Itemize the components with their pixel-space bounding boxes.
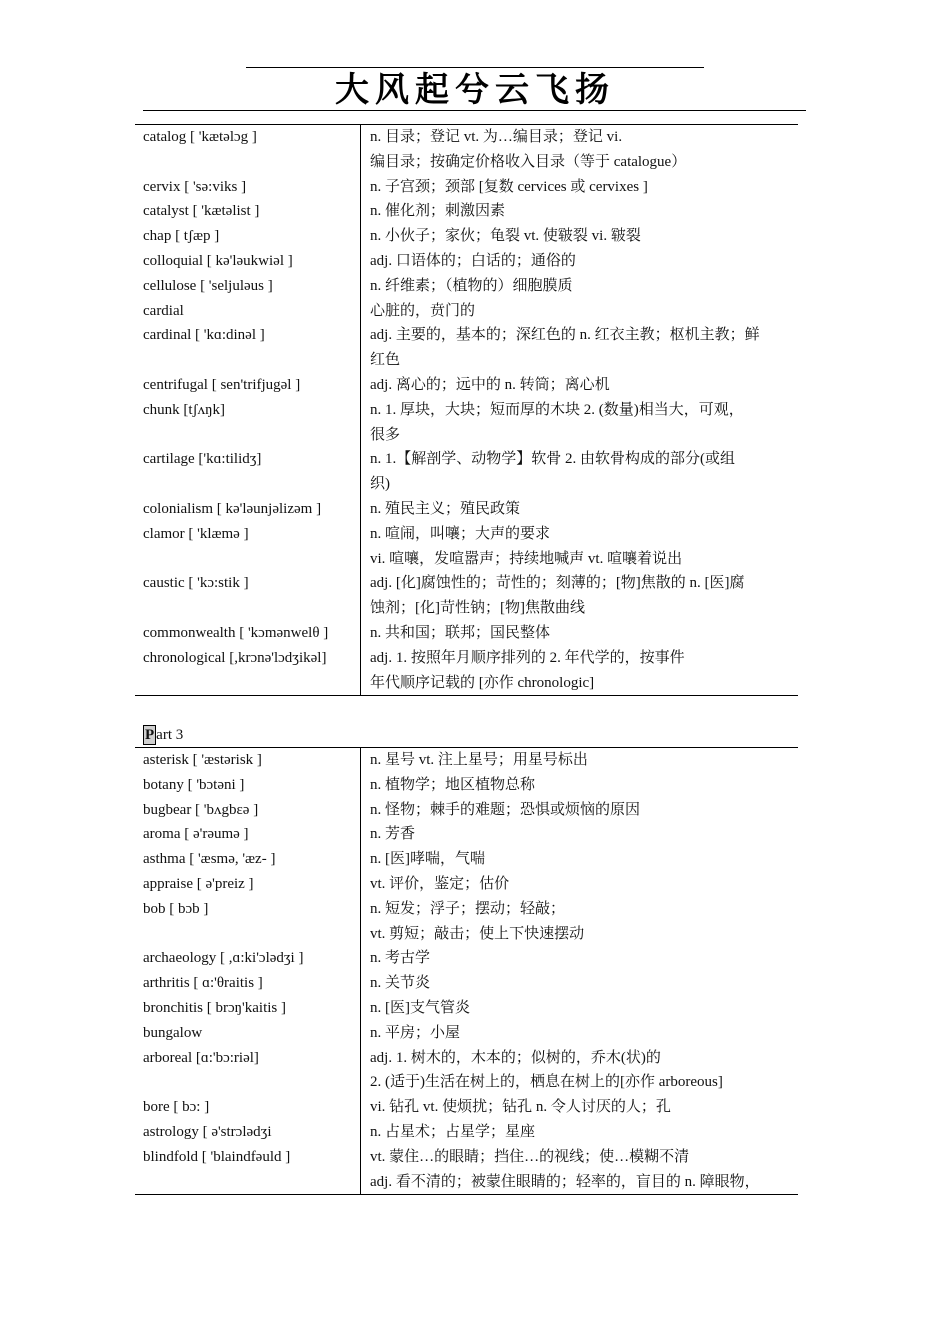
definition-line: 织) [370,476,390,493]
vocab-word: bore [ bɔ: ] [135,1095,361,1120]
definition-line: vt. 蒙住…的眼睛；挡住…的视线；使…模糊不清 [370,1148,690,1165]
vocab-word: cervix [ 'sə:viks ] [135,175,361,200]
vocab-definition [361,323,798,373]
vocab-row [135,199,798,224]
definition-line: 2. (适于)生活在树上的，栖息在树上的[亦作 arboreous] [370,1074,723,1091]
vocab-row [135,373,798,398]
vocab-row [135,323,798,373]
vocab-definition [361,571,798,621]
definition-line: 年代顺序记载的 [亦作 chronologic] [370,674,595,691]
vocab-row [135,1095,798,1120]
vocab-definition [361,946,798,971]
vocab-row [135,621,798,646]
vocab-row [135,1046,798,1096]
vocab-row [135,175,798,200]
definition-line: n. [医]哮喘，气喘 [370,851,485,868]
vocab-row [135,872,798,897]
definition-line: n. 植物学；地区植物总称 [370,776,536,793]
vocab-definition [361,971,798,996]
definition-line: vt. 评价，鉴定；估价 [370,875,510,892]
vocab-word: bronchitis [ brɔŋ'kaitis ] [135,996,361,1021]
vocab-definition [361,897,798,947]
vocabulary-table-1 [135,124,798,696]
vocab-word: astrology [ ə'strɔlədʒi [135,1120,361,1145]
vocab-row [135,996,798,1021]
heading-initial-cap: P [145,727,155,743]
vocab-definition [361,373,798,398]
vocab-definition [361,522,798,572]
vocab-definition [361,1145,798,1195]
vocab-definition [361,299,798,324]
definition-line: n. 星号 vt. 注上星号；用星号标出 [370,752,588,768]
vocab-definition [361,398,798,448]
definition-line: 蚀剂；[化]苛性钠；[物]焦散曲线 [370,600,585,617]
vocab-definition [361,1095,798,1120]
vocab-word: cellulose [ 'seljuləus ] [135,274,361,299]
vocab-row [135,1120,798,1145]
vocab-word: bungalow [135,1021,361,1046]
vocab-row [135,571,798,621]
vocab-row [135,447,798,497]
definition-line: adj. 主要的，基本的；深红色的 n. 红衣主教；枢机主教；鲜 [370,327,760,344]
vocab-definition [361,175,798,200]
definition-line: adj. [化]腐蚀性的；苛性的；刻薄的；[物]焦散的 n. [医]腐 [370,575,745,592]
vocab-row [135,646,798,696]
definition-line: n. 子宫颈；颈部 [复数 cervices 或 cervixes ] [370,178,648,195]
vocab-definition [361,1046,798,1096]
vocab-definition [361,872,798,897]
vocab-row [135,847,798,872]
vocab-row [135,224,798,249]
definition-line: adj. 1. 按照年月顺序排列的 2. 年代学的，按事件 [370,649,685,666]
vocab-definition [361,447,798,497]
vocab-word: colonialism [ kə'ləunjəlizəm ] [135,497,361,522]
vocab-word: arthritis [ ɑ:'θraitis ] [135,971,361,996]
definition-line: n. 平房；小屋 [370,1024,461,1041]
vocab-word: chap [ tʃæp ] [135,224,361,249]
vocab-word: asthma [ 'æsmə, 'æz- ] [135,847,361,872]
vocab-definition [361,1120,798,1145]
definition-line: n. 占星术；占星学；星座 [370,1123,536,1140]
vocabulary-table-2 [135,747,798,1195]
vocab-word: catalog [ 'kætəlɔg ] [135,125,361,175]
definition-line: n. 芳香 [370,826,416,843]
vocab-row [135,1145,798,1195]
definition-line: 很多 [370,426,401,443]
heading-rest: art 3 [156,727,184,743]
vocab-row [135,748,798,773]
vocab-row [135,946,798,971]
vocab-word: caustic [ 'kɔ:stik ] [135,571,361,621]
definition-line: n. 殖民主义；殖民政策 [370,500,521,517]
vocab-word: chunk [tʃʌŋk] [135,398,361,448]
vocab-definition [361,996,798,1021]
vocab-word: blindfold [ 'blaindfəuld ] [135,1145,361,1195]
vocab-word: cartilage ['kɑ:tilidʒ] [135,447,361,497]
definition-line: vi. 喧嚷，发喧嚣声；持续地喊声 vt. 喧嚷着说出 [370,550,683,567]
definition-line: vt. 剪短；敲击；使上下快速摆动 [370,925,585,942]
vocab-word: bob [ bɔb ] [135,897,361,947]
definition-line: n. 纤维素；（植物的）细胞膜质 [370,277,573,294]
vocab-definition [361,822,798,847]
definition-line: adj. 1. 树木的，木本的；似树的，乔木(状)的 [370,1049,661,1066]
vocab-row [135,971,798,996]
definition-line: n. 怪物；棘手的难题；恐惧或烦恼的原因 [370,801,641,818]
vocab-definition [361,646,798,696]
vocab-row [135,249,798,274]
definition-line: 红色 [370,352,401,369]
vocab-definition [361,773,798,798]
vocab-row [135,897,798,947]
vocab-definition [361,497,798,522]
banner-calligraphy: 大风起兮云飞扬 [335,70,615,110]
definition-line: n. 催化剂；刺激因素 [370,203,506,220]
definition-line: n. 关节炎 [370,975,431,992]
vocab-word: centrifugal [ sen'trifjugəl ] [135,373,361,398]
vocab-definition [361,199,798,224]
definition-line: 编目录；按确定价格收入目录（等于 catalogue） [370,153,687,170]
definition-line: n. 1. 厚块，大块；短而厚的木块 2. (数量)相当大，可观， [370,401,744,418]
vocab-word: commonwealth [ 'kɔmənwelθ ] [135,621,361,646]
vocab-row [135,125,798,175]
definition-line: vi. 钻孔 vt. 使烦扰；钻孔 n. 令人讨厌的人；孔 [370,1099,671,1116]
definition-line: adj. 离心的；远中的 n. 转筒；离心机 [370,376,610,393]
vocab-word: chronological [,krɔnə'lɔdʒikəl] [135,646,361,696]
vocab-row [135,274,798,299]
definition-line: n. 短发；浮子；摆动；轻敲； [370,900,566,917]
vocab-definition [361,748,798,773]
vocab-row [135,522,798,572]
vocab-row [135,822,798,847]
vocab-definition [361,274,798,299]
vocab-row [135,398,798,448]
vocab-word: colloquial [ kə'ləukwiəl ] [135,249,361,274]
vocab-word: cardinal [ 'kɑ:dinəl ] [135,323,361,373]
definition-line: adj. 看不清的；被蒙住眼睛的；轻率的，盲目的 n. 障眼物， [370,1173,760,1190]
vocab-row [135,773,798,798]
definition-line: adj. 口语体的；白话的；通俗的 [370,252,576,269]
definition-line: n. 目录；登记 vt. 为…编目录；登记 vi. [370,129,623,145]
definition-line: n. 共和国；联邦；国民整体 [370,624,551,641]
definition-line: 心脏的，贲门的 [370,302,476,319]
vocab-definition [361,621,798,646]
vocab-word: catalyst [ 'kætəlist ] [135,199,361,224]
vocab-row [135,798,798,823]
vocab-word: asterisk [ 'æstərisk ] [135,748,361,773]
vocab-word: archaeology [ ,ɑ:ki'ɔlədʒi ] [135,946,361,971]
definition-line: n. 1.【解剖学、动物学】软骨 2. 由软骨构成的部分(或组 [370,451,735,468]
vocab-word: aroma [ ə'rəumə ] [135,822,361,847]
vocab-word: cardial [135,299,361,324]
definition-line: n. 小伙子；家伙；龟裂 vt. 使皲裂 vi. 皲裂 [370,228,641,245]
vocab-row [135,497,798,522]
section-heading-part-3 [143,723,183,747]
banner-rule-top [246,67,704,68]
vocab-word: clamor [ 'klæmə ] [135,522,361,572]
vocab-word: arboreal [ɑ:'bɔ:riəl] [135,1046,361,1096]
vocab-definition [361,847,798,872]
vocab-definition [361,1021,798,1046]
vocab-word: appraise [ ə'preiz ] [135,872,361,897]
definition-line: n. [医]支气管炎 [370,999,470,1016]
vocab-definition [361,125,798,175]
vocab-row [135,1021,798,1046]
vocab-definition [361,224,798,249]
banner-rule-bottom [143,110,806,111]
vocab-definition [361,798,798,823]
definition-line: n. 考古学 [370,950,431,967]
vocab-definition [361,249,798,274]
vocab-word: bugbear [ 'bʌgbɛə ] [135,798,361,823]
vocab-word: botany [ 'bɔtəni ] [135,773,361,798]
definition-line: n. 喧闹，叫嚷；大声的要求 [370,525,551,542]
vocab-row [135,299,798,324]
